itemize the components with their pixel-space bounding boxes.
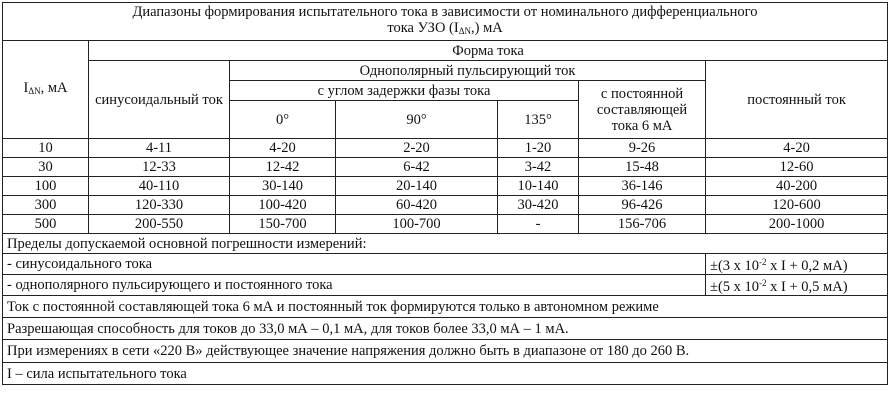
title-line-2-prefix: тока УЗО (I [387,20,459,36]
cell-angle-0: 4-20 [230,139,336,158]
cell-angle-0: 30-140 [230,177,336,196]
cell-sin: 40-110 [89,177,230,196]
error-limit-formula-unipolar [706,275,888,296]
error-limits-heading-row [3,234,888,254]
table-title [3,3,888,41]
cell-angle-135: 3-42 [498,158,579,177]
note-row [3,340,888,363]
cell-angle-90: 100-700 [336,215,498,234]
cell-dc-component: 9-26 [579,139,706,158]
test-current-ranges-table [2,2,888,385]
angle-0-header: 0° [230,101,336,139]
note-row [3,363,888,385]
nominal-current-header-prefix: I [23,80,29,96]
cell-angle-135: - [498,215,579,234]
header-row-1 [3,41,888,61]
title-line-2-sub: ΔN [458,26,471,36]
table-row [3,196,888,215]
angle-135-header: 135° [498,101,579,139]
error-limit-row [3,254,888,275]
table-row [3,158,888,177]
nominal-current-header [3,41,89,139]
error-limit-label-sinusoidal: - синусоидального тока [3,254,706,275]
error-limit-row [3,275,888,296]
cell-in: 30 [3,158,89,177]
formula-unipolar-exp: -2 [759,278,767,288]
cell-dc: 12-60 [706,158,888,177]
cell-in: 10 [3,139,89,158]
cell-angle-0: 150-700 [230,215,336,234]
error-limits-heading: Пределы допускаемой основной погрешности измерений: [3,234,888,254]
title-row [3,3,888,41]
error-limit-label-unipolar: - однополярного пульсирующего и постоянного тока [3,275,706,296]
cell-dc-component: 156-706 [579,215,706,234]
cell-dc-component: 96-426 [579,196,706,215]
cell-dc: 4-20 [706,139,888,158]
cell-sin: 120-330 [89,196,230,215]
note-row [3,296,888,318]
cell-angle-90: 60-420 [336,196,498,215]
formula-unipolar-post: х I + 0,5 мА) [766,279,848,295]
note-row [3,318,888,340]
cell-angle-135: 1-20 [498,139,579,158]
sinusoidal-header: синусоидальный ток [89,61,230,139]
nominal-current-header-sub: ΔN [28,86,41,96]
cell-angle-0: 100-420 [230,196,336,215]
waveform-header: Форма тока [89,41,888,61]
table-row [3,177,888,196]
title-line-2-suffix: ,) мА [471,20,503,36]
cell-dc: 200-1000 [706,215,888,234]
formula-sinusoidal-exp: -2 [759,257,767,267]
cell-angle-135: 10-140 [498,177,579,196]
cell-angle-0: 12-42 [230,158,336,177]
unipolar-pulsating-header: Однополярный пульсирующий ток [230,61,706,81]
formula-sinusoidal-post: х I + 0,2 мА) [766,258,848,274]
table-row [3,215,888,234]
cell-sin: 12-33 [89,158,230,177]
formula-sinusoidal-pre: ±(3 х 10 [710,258,760,274]
formula-unipolar-pre: ±(5 х 10 [710,279,760,295]
cell-sin: 4-11 [89,139,230,158]
cell-angle-90: 20-140 [336,177,498,196]
table-row [3,139,888,158]
dc-header: постоянный ток [706,61,888,139]
header-row-2 [3,61,888,81]
title-line-1: Диапазоны формирования испытательного тока в зависимости от номинального дифференциального [132,4,758,20]
note-autonomous-mode: Ток с постоянной составляющей тока 6 мА и постоянный ток формируются только в автономном режиме [3,296,888,318]
cell-dc-component: 36-146 [579,177,706,196]
phase-delay-header: с углом задержки фазы тока [230,81,579,101]
dc-component-header: с постоянной составляющей тока 6 мА [579,81,706,139]
note-resolution: Разрешающая способность для токов до 33,0 мА – 0,1 мА, для токов более 33,0 мА – 1 мА. [3,318,888,340]
cell-angle-90: 2-20 [336,139,498,158]
cell-dc: 120-600 [706,196,888,215]
note-current-symbol: I – сила испытательного тока [3,363,888,385]
angle-90-header: 90° [336,101,498,139]
cell-in: 300 [3,196,89,215]
cell-angle-135: 30-420 [498,196,579,215]
cell-sin: 200-550 [89,215,230,234]
nominal-current-header-suffix: , мА [40,80,68,96]
cell-angle-90: 6-42 [336,158,498,177]
note-voltage-range: При измерениях в сети «220 В» действующее значение напряжения должно быть в диапазоне от 180 до 260 В. [3,340,888,363]
error-limit-formula-sinusoidal [706,254,888,275]
cell-in: 100 [3,177,89,196]
cell-in: 500 [3,215,89,234]
cell-dc-component: 15-48 [579,158,706,177]
cell-dc: 40-200 [706,177,888,196]
